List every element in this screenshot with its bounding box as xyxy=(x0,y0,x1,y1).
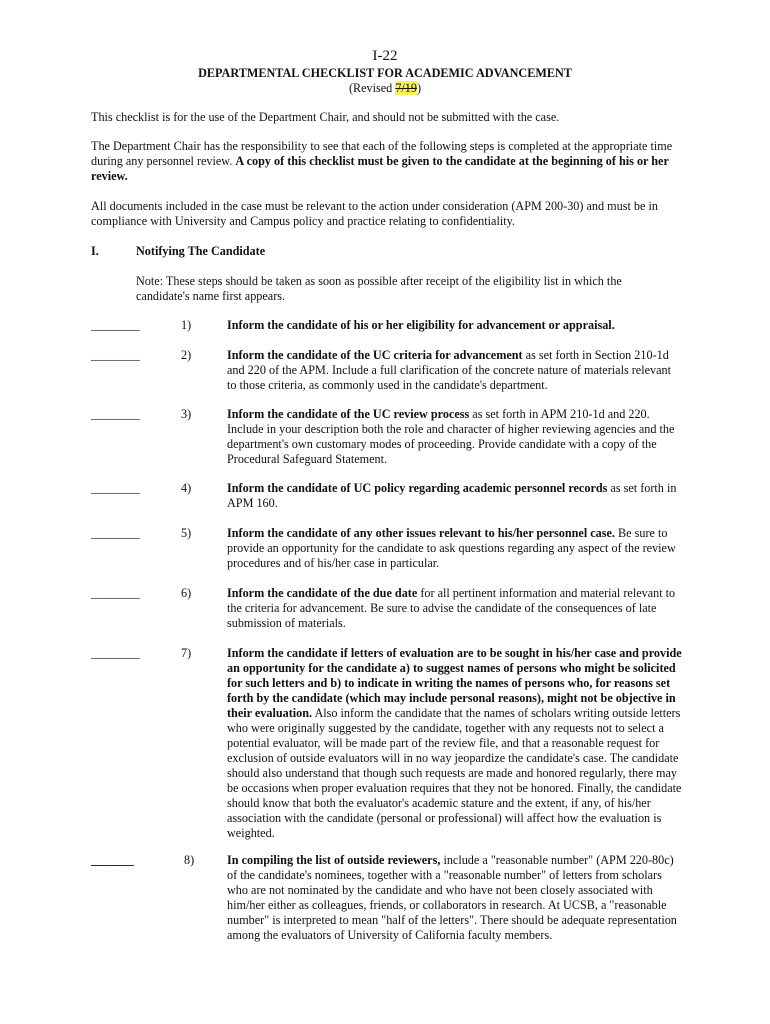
checkoff-blank: ________ xyxy=(91,318,140,332)
item-bold-text: Inform the candidate of the UC review process xyxy=(227,407,470,421)
item-number: 5) xyxy=(181,526,192,540)
revision-suffix: ) xyxy=(416,81,422,95)
intro-paragraph-2 xyxy=(91,139,681,184)
checkoff-blank: ________ xyxy=(91,481,140,495)
section-note: Note: These steps should be taken as soon as possible after receipt of the eligibility list in which the candidate's name first appears. xyxy=(136,274,622,303)
item-number: 4) xyxy=(181,481,192,495)
item-body-text: as set forth in APM 210-1d and 220. Include in your description both the role and character of higher reviewing agencies and the department's own customary modes of proceeding. Provide candidate with a copy of the Procedural Safeguard Statement. xyxy=(227,407,675,466)
section-title: Notifying The Candidate xyxy=(136,244,266,258)
checkoff-blank: ________ xyxy=(91,586,140,600)
item-text xyxy=(227,318,683,333)
checkoff-blank: _______ xyxy=(91,853,134,867)
item-text xyxy=(227,348,683,393)
item-number: 3) xyxy=(181,407,192,421)
revision-date: 7/19 xyxy=(395,81,417,95)
item-bold-text: Inform the candidate if letters of evaluation are to be sought in his/her case and provide an opportunity for the candidate a) to suggest names of persons who might be solicited for such letters and b) to indicate in writing the names of persons who, for reasons set forth by the candidate (which may include personal reasons), might not be objective in their evaluation. xyxy=(227,646,682,720)
document-title: DEPARTMENTAL CHECKLIST FOR ACADEMIC ADVANCEMENT xyxy=(198,66,572,80)
revision-line xyxy=(0,81,770,96)
item-bold-text: Inform the candidate of UC policy regarding academic personnel records xyxy=(227,481,608,495)
item-text xyxy=(227,407,683,467)
item-text xyxy=(227,481,683,511)
document-id: I-22 xyxy=(372,48,398,64)
item-bold-text: In compiling the list of outside reviewers, xyxy=(227,853,441,867)
item-text xyxy=(227,586,683,631)
item-bold-text: Inform the candidate of the UC criteria for advancement xyxy=(227,348,523,362)
item-bold-text: Inform the candidate of the due date xyxy=(227,586,418,600)
item-body-text: as set forth in APM 160. xyxy=(227,481,677,510)
intro-paragraph-1: This checklist is for the use of the Department Chair, and should not be submitted with the case. xyxy=(91,110,560,124)
item-number: 7) xyxy=(181,646,192,660)
item-body-text: Be sure to provide an opportunity for the candidate to ask questions regarding any aspect of the review procedures and of his/her case in particular. xyxy=(227,526,676,570)
intro-paragraph-3: All documents included in the case must be relevant to the action under consideration (APM 200-30) and must be in compliance with University and Campus policy and practice relating to confidentiality. xyxy=(91,199,658,228)
checkoff-blank: ________ xyxy=(91,526,140,540)
item-number: 2) xyxy=(181,348,192,362)
item-body-text: for all pertinent information and material relevant to the criteria for advancement. Be sure to advise the candidate of the consequences of late submission of materials. xyxy=(227,586,676,630)
intro-paragraph-2-text: The Department Chair has the responsibility to see that each of the following steps is completed at the appropriate time during any personnel review. xyxy=(91,139,673,168)
intro-paragraph-2-bold: A copy of this checklist must be given to the candidate at the beginning of his or her review. xyxy=(91,154,669,183)
item-text xyxy=(227,853,683,943)
item-number: 6) xyxy=(181,586,192,600)
item-text xyxy=(227,526,683,571)
item-body-text: as set forth in Section 210-1d and 220 of the APM. Include a full clarification of the concrete nature of materials relevant to those criteria, as commonly used in the candidate's department. xyxy=(227,348,671,392)
item-body-text: include a "reasonable number" (APM 220-80c) of the candidate's nominees, together with a "reasonable number" of letters from scholars who are not nominated by the candidate and who have not been closely associated with him/her either as colleagues, friends, or collaborators in research. At UCSB, a "reasonable number" is interpreted to mean "half of the letters". There should be adequate representation among the evaluators of University of California faculty members. xyxy=(227,853,677,942)
revision-prefix: (Revised xyxy=(348,81,396,95)
item-bold-text: Inform the candidate of any other issues relevant to his/her personnel case. xyxy=(227,526,615,540)
item-body-text: Also inform the candidate that the names of scholars writing outside letters who were originally suggested by the candidate, together with any requests not to select a potential evaluator, will be made part of the review file, and that a reasonable request for exclusion of outside evaluators will in no way jeopardize the candidate's case. The candidate should also understand that though such requests are made and honored regularly, there may be occasions when proper evaluation requires that they not be honored. Finally, the candidate should know that both the evaluator's academic stature and the extent, if any, of his/her association with the candidate (personal or professional) will affect how the evaluation is weighted. xyxy=(227,706,682,840)
item-number: 1) xyxy=(181,318,192,332)
item-bold-text: Inform the candidate of his or her eligibility for advancement or appraisal. xyxy=(227,318,615,332)
item-number: 8) xyxy=(184,853,195,867)
checkoff-blank: ________ xyxy=(91,407,140,421)
checkoff-blank: ________ xyxy=(91,348,140,362)
section-number: I. xyxy=(91,244,99,258)
checkoff-blank: ________ xyxy=(91,646,140,660)
item-text xyxy=(227,646,683,841)
